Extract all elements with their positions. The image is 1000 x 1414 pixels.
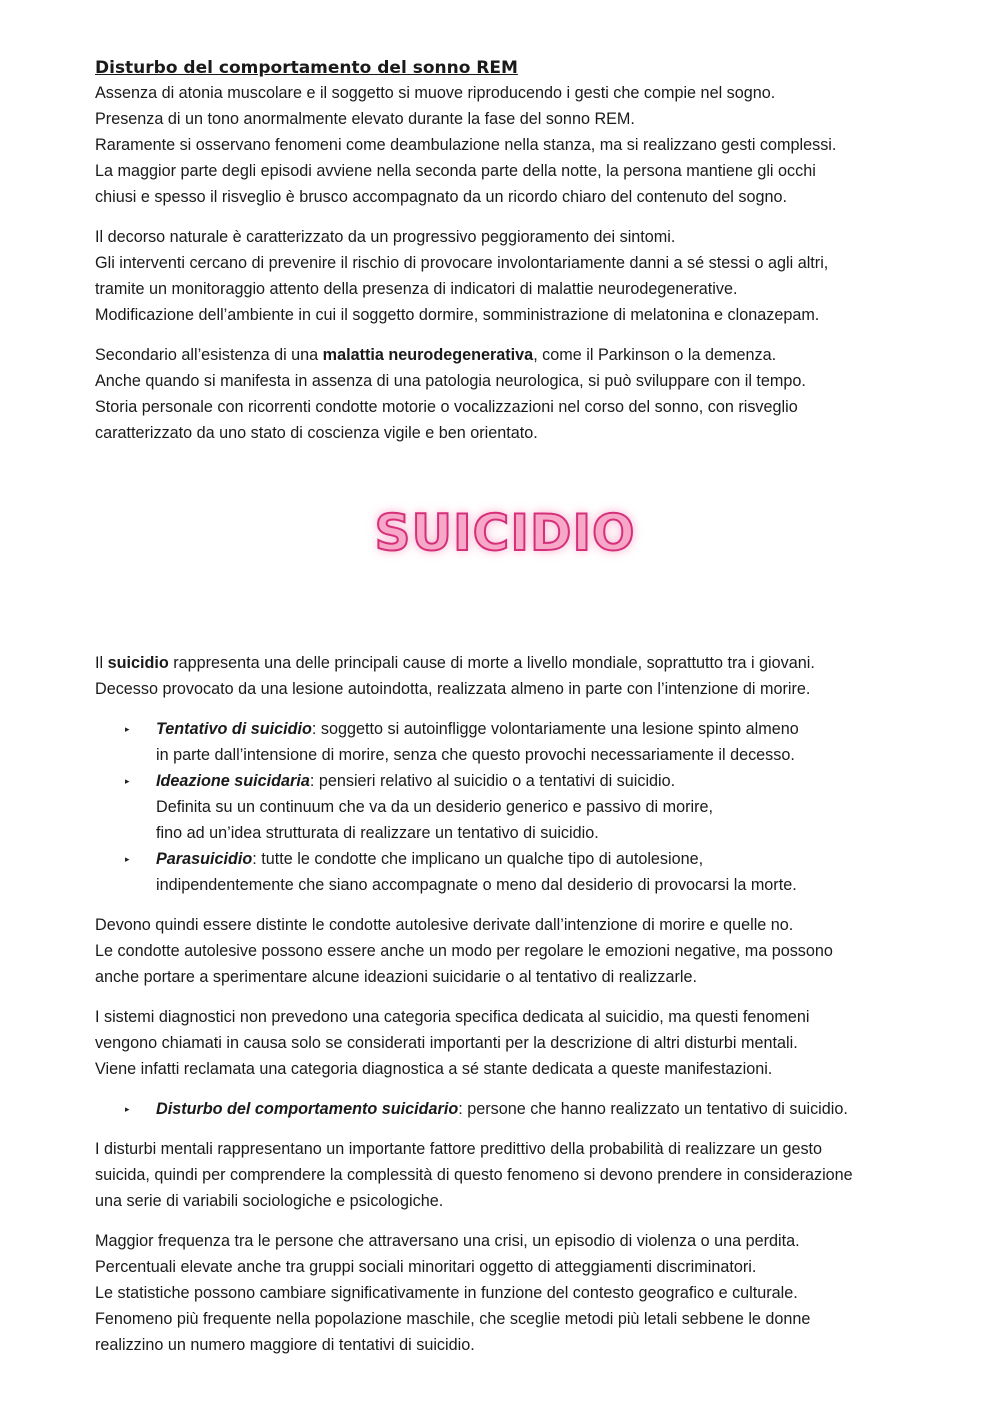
section-title: Disturbo del comportamento del sonno REM <box>95 58 518 78</box>
text-line: tramite un monitoraggio attento della presenza di indicatori di malattie neurodegenerative. <box>95 280 738 298</box>
list-item <box>95 1096 915 1122</box>
text-line: Raramente si osservano fenomeni come deambulazione nella stanza, ma si realizzano gesti complessi. <box>95 136 837 154</box>
text-line: fino ad un’idea strutturata di realizzare un tentativo di suicidio. <box>156 824 599 842</box>
text-line: Devono quindi essere distinte le condotte autolesive derivate dall’intenzione di morire e quelle no. <box>95 916 794 934</box>
list-term: Parasuicidio <box>156 850 253 868</box>
text-span: Il <box>95 654 108 672</box>
text-line: vengono chiamati in causa solo se considerati importanti per la descrizione di altri disturbi mentali. <box>95 1034 798 1052</box>
text-line: in parte dall’intensione di morire, senza che questo provochi necessariamente il decesso. <box>156 746 795 764</box>
text-line: Il decorso naturale è caratterizzato da un progressivo peggioramento dei sintomi. <box>95 228 676 246</box>
text-span: : tutte le condotte che implicano un qualche tipo di autolesione, <box>252 850 704 868</box>
text-line: Presenza di un tono anormalmente elevato durante la fase del sonno REM. <box>95 110 635 128</box>
bold-term: suicidio <box>107 654 169 672</box>
text-line <box>156 846 915 872</box>
list-item <box>95 846 915 898</box>
paragraph-diagnostic-systems <box>95 1004 915 1082</box>
list-term: Disturbo del comportamento suicidario <box>156 1100 459 1118</box>
text-line: caratterizzato da uno stato di coscienza vigile e ben orientato. <box>95 424 538 442</box>
bullet-icon: ▸ <box>125 776 130 786</box>
text-line: La maggior parte degli episodi avviene nella seconda parte della notte, la persona mantiene gli occhi <box>95 162 816 180</box>
text-line: Fenomeno più frequente nella popolazione maschile, che sceglie metodi più letali sebbene le donne <box>95 1310 811 1328</box>
text-line: Assenza di atonia muscolare e il soggetto si muove riproducendo i gesti che compie nel sogno. <box>95 84 776 102</box>
text-line: suicida, quindi per comprendere la complessità di questo fenomeno si devono prendere in considerazione <box>95 1166 853 1184</box>
disorder-list <box>95 1096 915 1122</box>
text-line: Maggior frequenza tra le persone che attraversano una crisi, un episodio di violenza o una perdita. <box>95 1232 800 1250</box>
paragraph-mental-disorders <box>95 1136 915 1214</box>
text-line: realizzino un numero maggiore di tentativi di suicidio. <box>95 1336 475 1354</box>
text-span: , come il Parkinson o la demenza. <box>533 346 777 364</box>
text-line <box>95 650 915 676</box>
banner-title: SUICIDIO <box>374 504 636 562</box>
page-content <box>95 56 915 1372</box>
text-line: Gli interventi cercano di prevenire il rischio di provocare involontariamente danni a sé stessi o agli altri, <box>95 254 829 272</box>
text-span: rappresenta una delle principali cause di morte a livello mondiale, soprattutto tra i giovani. <box>168 654 815 672</box>
bullet-icon: ▸ <box>125 854 130 864</box>
text-line: chiusi e spesso il risveglio è brusco accompagnato da un ricordo chiaro del contenuto del sogno. <box>95 188 787 206</box>
list-item <box>95 716 915 768</box>
list-item <box>95 768 915 846</box>
text-line: I sistemi diagnostici non prevedono una categoria specifica dedicata al suicidio, ma questi fenomeni <box>95 1008 810 1026</box>
text-line <box>95 342 915 368</box>
list-term: Ideazione suicidaria <box>156 772 310 790</box>
list-term: Tentativo di suicidio <box>156 720 312 738</box>
paragraph-self-harm <box>95 912 915 990</box>
text-line <box>156 768 915 794</box>
text-span: Secondario all’esistenza di una <box>95 346 323 364</box>
paragraph-rem-course <box>95 224 915 328</box>
paragraph-rem-secondary <box>95 342 915 446</box>
bullet-icon: ▸ <box>125 1104 130 1114</box>
suicidio-banner <box>95 460 915 650</box>
text-span: : pensieri relativo al suicidio o a tentativi di suicidio. <box>309 772 676 790</box>
paragraph-suicide-intro <box>95 650 915 702</box>
text-line: Le statistiche possono cambiare significativamente in funzione del contesto geografico e culturale. <box>95 1284 798 1302</box>
text-line: Decesso provocato da una lesione autoindotta, realizzata almeno in parte con l’intenzione di morire. <box>95 680 811 698</box>
text-line: Anche quando si manifesta in assenza di una patologia neurologica, si può sviluppare con il tempo. <box>95 372 806 390</box>
text-line <box>156 1096 915 1122</box>
definitions-list <box>95 716 915 898</box>
text-line: Le condotte autolesive possono essere anche un modo per regolare le emozioni negative, ma possono <box>95 942 833 960</box>
text-span: : persone che hanno realizzato un tentativo di suicidio. <box>458 1100 848 1118</box>
text-line: una serie di variabili sociologiche e psicologiche. <box>95 1192 444 1210</box>
text-line: Storia personale con ricorrenti condotte motorie o vocalizzazioni nel corso del sonno, con risveglio <box>95 398 798 416</box>
text-line: Modificazione dell’ambiente in cui il soggetto dormire, somministrazione di melatonina e clonazepam. <box>95 306 820 324</box>
paragraph-frequency <box>95 1228 915 1358</box>
text-line: Percentuali elevate anche tra gruppi sociali minoritari oggetto di atteggiamenti discriminatori. <box>95 1258 757 1276</box>
text-line: indipendentemente che siano accompagnate o meno dal desiderio di provocarsi la morte. <box>156 876 797 894</box>
paragraph-lines <box>95 368 915 446</box>
text-line <box>156 716 915 742</box>
bold-term: malattia neurodegenerativa <box>322 346 534 364</box>
text-line: I disturbi mentali rappresentano un importante fattore predittivo della probabilità di realizzare un gesto <box>95 1140 823 1158</box>
text-line: Definita su un continuum che va da un desiderio generico e passivo di morire, <box>156 798 713 816</box>
text-span: : soggetto si autoinfligge volontariamente una lesione spinto almeno <box>311 720 799 738</box>
text-line: anche portare a sperimentare alcune ideazioni suicidarie o al tentativo di realizzarle. <box>95 968 697 986</box>
paragraph-rem-description <box>95 80 915 210</box>
bullet-icon: ▸ <box>125 724 130 734</box>
text-line: Viene infatti reclamata una categoria diagnostica a sé stante dedicata a queste manifestazioni. <box>95 1060 773 1078</box>
